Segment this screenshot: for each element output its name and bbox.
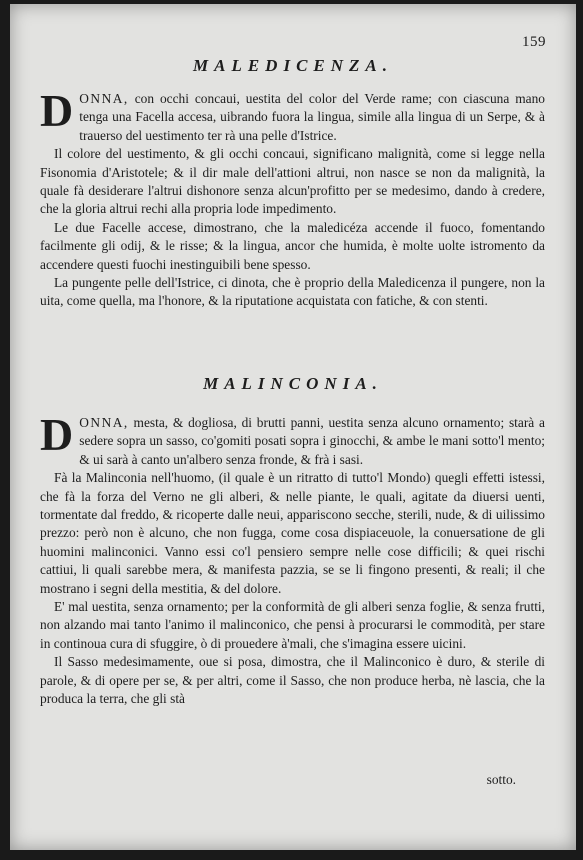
book-page xyxy=(10,4,576,850)
section-title-malinconia: MALINCONIA. xyxy=(203,374,383,393)
section-malinconia xyxy=(40,409,545,709)
drop-cap: D xyxy=(40,409,74,460)
paragraph: La pungente pelle dell'Istrice, ci dinota, che è proprio della Maledicenza il pungere, non la uita, come quella, ma l'honore, & la riputatione acquistata con fatiche, & con stenti. xyxy=(40,275,545,309)
intro-text: mesta, & dogliosa, di brutti panni, uestita senza alcuno ornamento; starà a sedere sopra un sasso, co'gomiti posati sopra i ginocchi, & ambe le mani sotto'l mento; & ui sarà à canto un'albero senza fronde, & frà i sasi. xyxy=(79,415,545,467)
paragraph: Il colore del uestimento, & gli occhi concaui, significano malignità, come si legge nella Fisonomia d'Aristotele; & il dir male dell'attioni altrui, non nasce se non da malignità, la quale fà desiderare l'altrui dishonore senza alcun'profitto per se medesimo, dando à credere, che la gloria altrui rechi alla propria lode impedimento. xyxy=(40,146,545,217)
page-number: 159 xyxy=(522,34,546,50)
first-word: ONNA, xyxy=(79,415,129,430)
catchword: sotto. xyxy=(486,772,516,787)
paragraph: Fà la Malinconia nell'huomo, (il quale è un ritratto di tutto'l Mondo) quegli effetti istessi, che fà la forza del Verno ne gli alberi, & nelle piante, le quali, agitate da diuersi uenti, tormentate dal freddo, & ricoperte dalle neui, appariscono secche, sterili, nude, & di uilissimo prezzo: però non è alcuno, che non fugga, come cosa dispiaceuole, la conuersatione de gli huomini malinconici. Vanno essi co'l pensiero sempre nelle cose difficili; & quei rischi cattiui, li quali sarebbe mera, & manifesta pazzia, se se li fingono presenti, & reali; il che mostrano i segni della mestitia, & del dolore. xyxy=(40,470,545,596)
first-word: ONNA, xyxy=(79,91,129,106)
section-maledicenza xyxy=(40,85,545,311)
intro-text: con occhi concaui, uestita del color del Verde rame; con ciascuna mano tenga una Facella accesa, uibrando fuora la lingua, simile alla lingua di un Serpe, & à trauerso del uestimento ter rà una pelle d'Istrice. xyxy=(79,91,545,143)
section-intro xyxy=(40,409,545,469)
drop-cap: D xyxy=(40,85,74,136)
section-title-maledicenza: MALEDICENZA. xyxy=(193,56,393,75)
paragraph: Il Sasso medesimamente, oue si posa, dimostra, che il Malinconico è duro, & sterile di parole, & di opere per se, & per altri, come il Sasso, che non produce herba, nè lascia, che la produca la terra, che gli stà xyxy=(40,654,545,707)
paragraph: Le due Facelle accese, dimostrano, che la maledicéza accende il fuoco, fomentando facilmente gli odij, & le risse; & la lingua, ancor che humida, è molte uolte istromento da accendere questi fuochi inestinguibili bene spesso. xyxy=(40,219,545,272)
paragraph: E' mal uestita, senza ornamento; per la conformità de gli alberi senza foglie, & senza frutti, non alzando mai tanto l'animo il malinconico, che pensi à procurarsi le commodità, per stare in continoua cura di sfuggire, ò di prouedere à'mali, che s'imagina essere uicini. xyxy=(40,599,545,651)
section-intro xyxy=(40,85,545,145)
